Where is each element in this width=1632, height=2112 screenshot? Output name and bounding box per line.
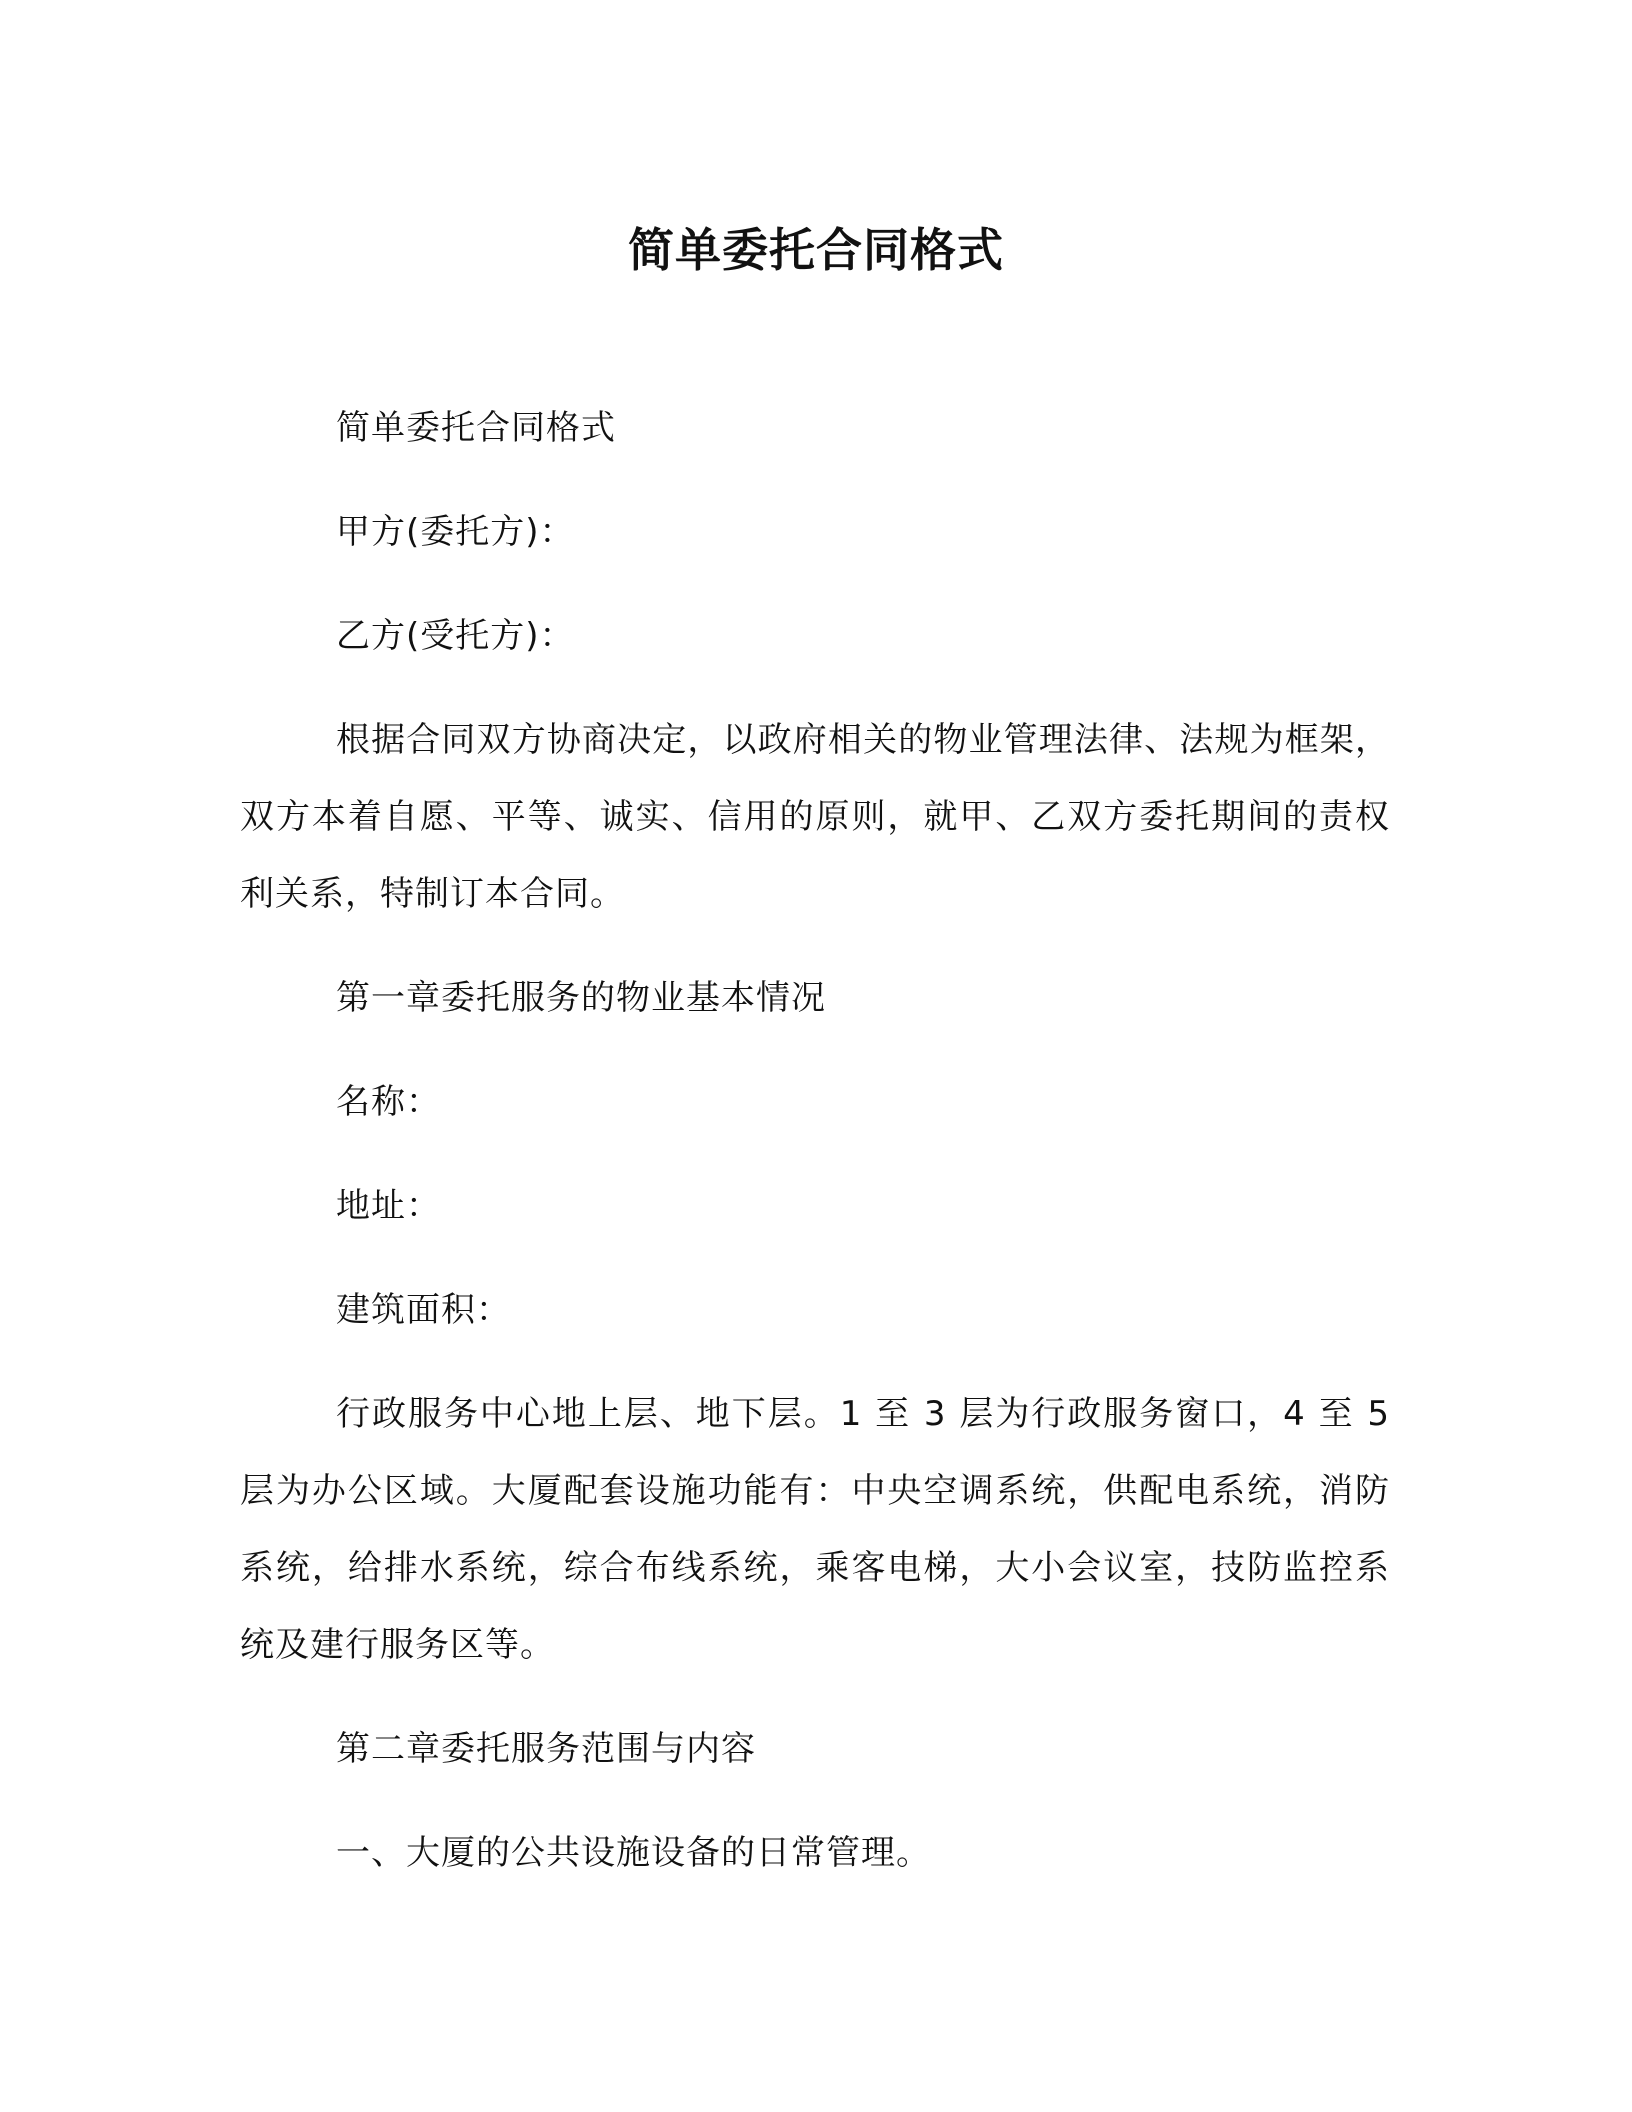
- document-title: 简单委托合同格式: [628, 223, 1004, 277]
- paragraph-party-a: 甲方(委托方)：: [336, 512, 575, 552]
- paragraph-chapter-1: 第一章委托服务的物业基本情况: [336, 978, 826, 1018]
- paragraph-name: 名称：: [336, 1082, 441, 1122]
- paragraph-address: 地址：: [336, 1186, 441, 1226]
- paragraph-item-1: 一、大厦的公共设施设备的日常管理。: [336, 1833, 931, 1873]
- paragraph-chapter-2: 第二章委托服务范围与内容: [336, 1729, 756, 1769]
- paragraph-heading: 简单委托合同格式: [336, 408, 616, 448]
- paragraph-party-b: 乙方(受托方)：: [336, 616, 575, 656]
- document-body: [240, 390, 1390, 1919]
- paragraph-building-description: 行政服务中心地上层、地下层。1 至 3 层为行政服务窗口，4 至 5 层为办公区域。大厦配套设施功能有：中央空调系统，供配电系统，消防系统，给排水系统，综合布线系统，乘客电梯，大小会议室，技防监控系统及建行服务区等。: [240, 1394, 1390, 1665]
- paragraph-preamble: 根据合同双方协商决定，以政府相关的物业管理法律、法规为框架，双方本着自愿、平等、诚实、信用的原则，就甲、乙双方委托期间的责权利关系，特制订本合同。: [240, 720, 1390, 914]
- paragraph-area: 建筑面积：: [336, 1290, 511, 1330]
